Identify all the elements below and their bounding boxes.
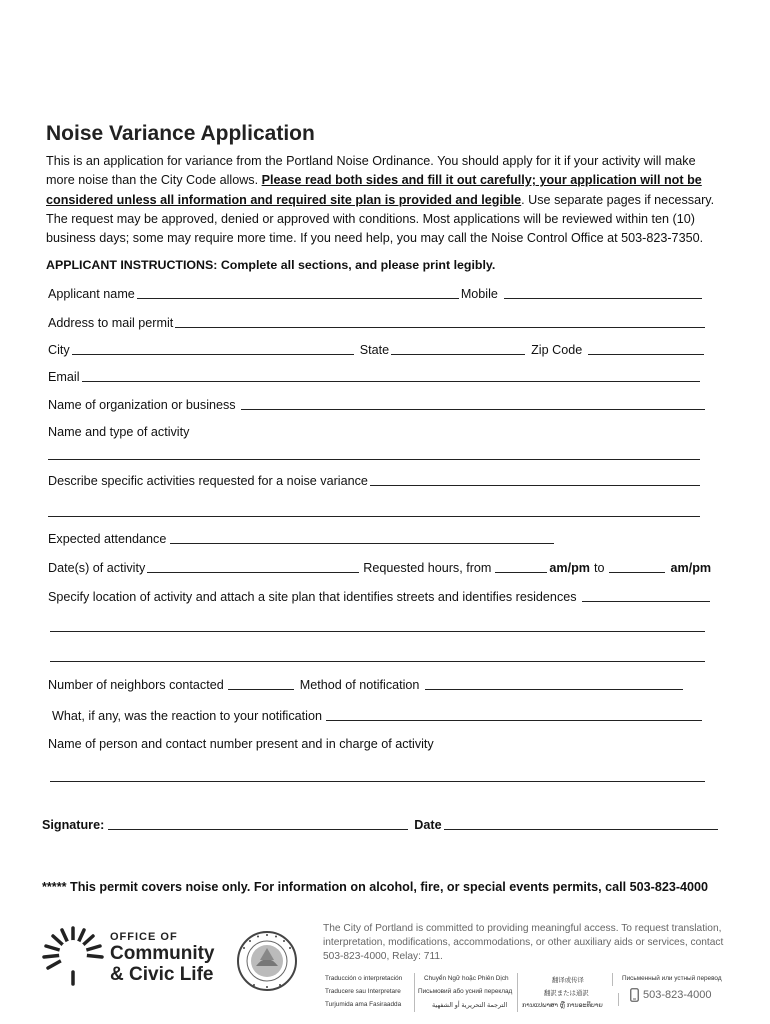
method-field[interactable] [425,677,683,690]
phone-number: 503-823-4000 [643,989,712,1001]
email-label: Email [48,370,80,384]
method-label: Method of notification [299,678,420,692]
signature-row [42,817,720,832]
dates-label: Date(s) of activity [48,561,146,575]
language-item: Traducere sau Interpretare [325,988,401,995]
civic-life-logo-text [110,931,215,985]
applicant-instructions: APPLICANT INSTRUCTIONS: Complete all sections, and please print legibly. [46,258,496,272]
location-field[interactable] [582,589,710,602]
city-field[interactable] [72,342,354,355]
organization-field[interactable] [241,397,705,410]
location-field-extra-1[interactable] [50,630,705,632]
reaction-label: What, if any, was the reaction to your notification [52,709,322,723]
city-seal-icon [236,930,298,992]
language-item: الترجمة التحريرية أو الشفهية [432,1002,508,1009]
attendance-label: Expected attendance [48,532,167,546]
language-item: Turjumida ama Fasiraadda [325,1001,402,1008]
language-item: Chuyển Ngữ hoặc Phiên Dịch [424,975,509,982]
mobile-field[interactable] [504,286,702,299]
logo-line-2: Community [110,943,215,964]
describe-row [48,473,702,488]
page-title: Noise Variance Application [46,122,315,145]
civic-life-logo [40,920,106,991]
ampm-label-1: am/pm [549,561,590,575]
hours-from-label: Requested hours, from [363,561,492,575]
logo-line-1: OFFICE OF [110,931,178,943]
language-item: 翻译或传译 [552,977,584,984]
describe-field[interactable] [370,473,700,486]
mobile-label: Mobile [460,287,498,301]
attendance-row [48,531,556,546]
address-row [48,315,707,330]
describe-label: Describe specific activities requested for a noise variance [48,474,368,488]
language-item: Traducción o interpretación [325,975,403,982]
city-seal [236,930,298,997]
neighbors-label: Number of neighbors contacted [48,678,224,692]
phone-contact [630,988,712,1002]
permit-note: ***** This permit covers noise only. For information on alcohol, fire, or special events permits, call 503-823-4000 [42,880,709,894]
logo-line-3: & Civic Life [110,964,214,985]
signature-field[interactable] [108,817,408,830]
activity-type-field[interactable] [48,458,700,460]
activity-type-label: Name and type of activity [48,425,190,439]
applicant-name-field[interactable] [137,286,459,299]
intro-text-1: This is an application for variance from the Portland Noise Ordinance. You should apply for it if your activity will make more noise than the City Code allows. [46,154,696,188]
location-row [48,589,712,604]
organization-label: Name of organization or business [48,398,236,412]
city-label: City [48,343,70,357]
applicant-name-label: Applicant name [48,287,135,301]
mobile-phone-icon [630,988,639,1002]
address-field[interactable] [175,315,705,328]
city-state-zip-row [48,342,706,357]
organization-row [48,397,707,412]
activity-type-row [48,425,189,439]
neighbors-field[interactable] [228,677,294,690]
ampm-label-2: am/pm [670,561,712,575]
location-label: Specify location of activity and attach a site plan that identifies streets and identifies residences [48,590,577,604]
dates-field[interactable] [147,560,359,573]
language-item: 翻訳または通訳 [544,990,589,997]
zip-field[interactable] [588,342,704,355]
language-item: ການແປພາສາ ຫຼື ການອະທິບາຍ [522,1002,603,1009]
state-field[interactable] [391,342,525,355]
intro-paragraph [46,152,726,248]
contact-person-field[interactable] [50,780,705,782]
intro-text-2: . Use separate pages if necessary. The request may be approved, denied or approved with conditions. Most applications will be reviewed within ten (10) business days; some may require more time. If you need help, you may call the Noise Control Office at 503-823-7350. [46,192,715,246]
to-label: to [593,561,605,575]
applicant-row [48,286,704,301]
neighbors-row [48,677,685,692]
signature-label: Signature: [42,818,105,832]
describe-field-extra[interactable] [48,515,700,517]
zip-label: Zip Code [531,343,583,357]
location-field-extra-2[interactable] [50,660,705,662]
hours-from-field[interactable] [495,560,547,573]
date-label: Date [414,818,442,832]
language-item: Письмовий або усний переклад [418,988,513,995]
hours-to-field[interactable] [609,560,665,573]
dates-row [48,560,711,575]
contact-person-row [48,737,434,751]
language-item: Письменный или устный перевод [622,975,722,982]
sunburst-logo-icon [40,920,106,986]
email-row [48,369,702,384]
attendance-field[interactable] [170,531,554,544]
reaction-row [52,708,704,723]
reaction-field[interactable] [326,708,702,721]
email-field[interactable] [82,369,700,382]
intro-emphasis: Please read both sides and fill it out carefully; your application will not be considered unless all information and required site plan is provided and legible [46,173,702,207]
state-label: State [359,343,390,357]
address-label: Address to mail permit [48,316,174,330]
access-statement: The City of Portland is committed to providing meaningful access. To request translation, interpretation, modifications, accommodations, or other auxiliary aids or services, contact 503-823-4000, Relay: 711. [323,923,724,962]
contact-person-label: Name of person and contact number present and in charge of activity [48,737,434,751]
date-field[interactable] [444,817,718,830]
